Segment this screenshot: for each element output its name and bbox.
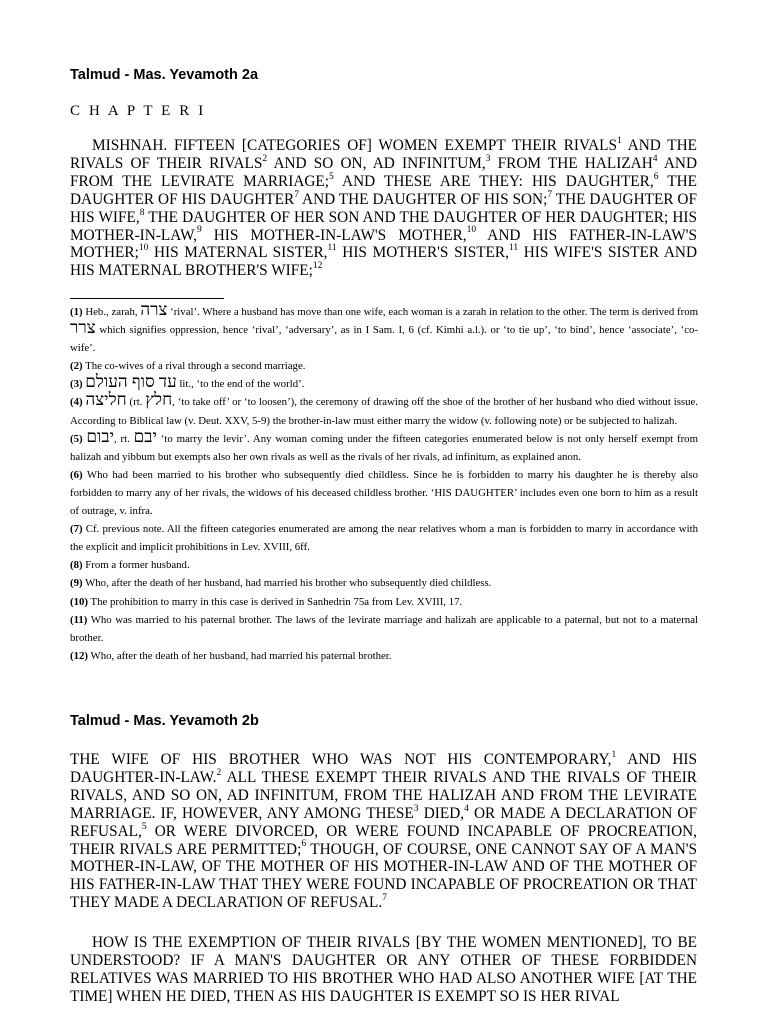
footnote-ref[interactable]: 4	[464, 803, 469, 814]
text-run: AND HIS DAUGHTER-IN-LAW.	[70, 751, 698, 786]
footnote-ref[interactable]: 2	[216, 767, 222, 778]
footnote-ref[interactable]: 10	[138, 243, 149, 254]
text-run: HIS MATERNAL SISTER,	[148, 244, 328, 262]
footnote-number: (12)	[70, 649, 88, 662]
footnote-4	[70, 390, 698, 429]
footnote-text: ‘to marry the levir’. Any woman coming under the fifteen categories enumerated below is not only herself exempt from halizah and yibbum but exempts also her own rivals as well as the rivals of her rivals, ad infinitum, as explained anon.	[70, 432, 698, 463]
chapter-heading: C H A P T E R I	[70, 103, 206, 119]
exemption-paragraph: HOW IS THE EXEMPTION OF THEIR RIVALS [BY THE WOMEN MENTIONED], TO BE UNDERSTOOD? IF A MAN'S DAUGHTER OR ANY OTHER OF THESE FORBIDDEN RELATIVES WAS MARRIED TO HIS BROTHER WHO HAD ALSO ANOTHER WIFE [AT THE TIME] WHEN HE DIED, THEN AS HIS DAUGHTER IS EXEMPT SO IS HER RIVAL	[70, 934, 697, 1005]
footnote-text: The co-wives of a rival through a second marriage.	[82, 360, 306, 373]
text-run: AND SO ON, AD INFINITUM,	[267, 154, 486, 172]
text-run: THE DAUGHTER OF HIS WIFE,	[70, 190, 697, 226]
footnote-number: (2)	[70, 360, 83, 373]
text-run: THE DAUGHTER OF HIS DAUGHTER	[70, 172, 697, 208]
footnote-text: ‘rival’. Where a husband has move than one wife, each woman is a zarah in relation to the other. The term is derived from	[167, 306, 698, 318]
hebrew-word: חליצה	[85, 390, 127, 410]
footnote-8	[70, 556, 698, 574]
footnote-ref[interactable]: 5	[329, 171, 334, 182]
footnote-1	[70, 300, 698, 357]
hebrew-word: יבם	[133, 426, 157, 446]
mishnah-continuation-paragraph	[70, 751, 697, 912]
footnote-ref[interactable]: 3	[485, 153, 491, 164]
text-run: AND THESE ARE THEY: HIS DAUGHTER,	[333, 172, 654, 190]
text-run: FROM THE HALIZAH	[490, 154, 653, 172]
footnote-text: lit., ‘to the end of the world’.	[176, 378, 305, 391]
footnote-ref[interactable]: 7	[294, 189, 299, 200]
footnote-7	[70, 520, 698, 556]
text-run: MISHNAH. FIFTEEN [CATEGORIES OF] WOMEN EXEMPT THEIR RIVALS	[92, 137, 617, 154]
footnote-text: Cf. previous note. All the fifteen categories enumerated are among the near relatives whom a man is forbidden to marry in accordance with the explicit and implicit prohibitions in Lev. XVIII, 6ff.	[70, 523, 698, 554]
hebrew-word: יבום	[86, 426, 115, 446]
footnote-ref[interactable]: 10	[466, 225, 477, 236]
footnote-number: (3)	[70, 378, 83, 391]
hebrew-word: צרר	[70, 318, 96, 338]
footnote-text: Who was married to his paternal brother. The laws of the levirate marriage and halizah are applicable to a paternal, but not to a maternal brother.	[70, 613, 698, 644]
hebrew-word: צרה	[140, 300, 168, 319]
footnote-number: (6)	[70, 468, 83, 481]
footnote-11	[70, 611, 698, 647]
footnote-text: Who, after the death of her husband, had married his brother who subsequently died childless.	[82, 577, 492, 590]
footnote-number: (7)	[70, 523, 83, 536]
text-run: AND THE RIVALS OF THEIR RIVALS	[70, 137, 697, 172]
text-run: THOUGH, OF COURSE, ONE CANNOT SAY OF A MAN'S MOTHER-IN-LAW, OF THE MOTHER OF HIS MOTHER-IN-LAW AND OF THE MOTHER OF HIS FATHER-IN-LAW THAT THEY WERE FOUND INCAPABLE OF PROCREATION OR THAT THEY MADE A DECLARATION OF REFUSAL.	[70, 840, 698, 912]
footnote-ref[interactable]: 9	[196, 225, 202, 236]
footnote-ref[interactable]: 3	[413, 803, 419, 814]
mishnah-paragraph	[70, 137, 697, 280]
hebrew-word: עד סוף העולם	[85, 372, 177, 392]
footnote-ref[interactable]: 4	[652, 153, 658, 164]
footnote-text: From a former husband.	[82, 559, 190, 572]
footnote-divider	[70, 298, 224, 299]
text-run: AND THE DAUGHTER OF HIS SON;	[298, 190, 548, 208]
footnote-text: which signifies oppression, hence ‘rival’, ‘adversary’, as in I Sam. I, 6 (cf. Kimhi a.l.). or ‘to tie up’, ‘to bind’, hence ‘associate’, ‘co-wife’.	[70, 324, 698, 355]
footnote-number: (10)	[70, 595, 88, 608]
text-run: THE DAUGHTER OF HER SON AND THE DAUGHTER OF HER DAUGHTER; HIS MOTHER-IN-LAW,	[70, 208, 698, 244]
text-run: THE WIFE OF HIS BROTHER WHO WAS NOT HIS CONTEMPORARY,	[70, 751, 612, 768]
footnote-number: (4)	[70, 396, 83, 409]
footnote-number: (9)	[70, 577, 83, 590]
footnote-text: Who, after the death of her husband, had married his paternal brother.	[88, 649, 392, 662]
footnote-text: , rt.	[114, 432, 134, 445]
text-run: DIED,	[418, 804, 465, 822]
footnote-ref[interactable]: 2	[262, 153, 268, 164]
footnote-ref[interactable]: 7	[547, 189, 553, 200]
footnote-text: The prohibition to marry in this case is derived in Sanhedrin 75a from Lev. XVIII, 17.	[88, 595, 463, 608]
footnote-ref[interactable]: 1	[611, 749, 617, 760]
footnote-ref[interactable]: 1	[617, 135, 622, 146]
text-run: HIS MOTHER-IN-LAW'S MOTHER,	[201, 226, 467, 244]
footnote-5	[70, 426, 698, 466]
footnote-number: (8)	[70, 559, 83, 572]
footnote-6	[70, 466, 698, 520]
footnote-text: Who had been married to his brother who subsequently died childless. Since he is forbidden to marry his daughter he is thereby also forbidden to marry any of her rivals, the widows of his deceased childless brother. ‘HIS DAUGHTER’ includes even one born to him as a result of outrage, v. infra.	[70, 468, 698, 518]
hebrew-word: חלץ	[145, 390, 173, 410]
footnote-text: , ‘to take off’ or ‘to loosen’), the ceremony of drawing off the shoe of the brother of her husband who died without issue. According to Biblical law (v. Deut. XXV, 5-9) the brother-in-law must either marry the widow (v. following note) or be subjected to halizah.	[70, 396, 698, 427]
footnote-ref[interactable]: 11	[508, 243, 519, 254]
text-run: HIS WIFE'S SISTER AND HIS MATERNAL BROTHER'S WIFE;	[70, 244, 697, 280]
text-run: AND HIS FATHER-IN-LAW'S MOTHER;	[70, 226, 697, 262]
footnote-number: (5)	[70, 432, 83, 445]
footnote-9	[70, 574, 698, 592]
footnote-ref[interactable]: 12	[312, 261, 323, 272]
footnote-number: (11)	[70, 613, 88, 626]
text-run: OR MADE A DECLARATION OF REFUSAL,	[70, 804, 697, 840]
footnote-number: (1)	[70, 306, 83, 318]
footnote-10	[70, 593, 698, 611]
footnote-ref[interactable]: 7	[382, 893, 387, 904]
text-run: AND FROM THE LEVIRATE MARRIAGE;	[70, 154, 698, 190]
footnotes	[70, 300, 698, 665]
footnote-ref[interactable]: 11	[327, 243, 337, 254]
footnote-ref[interactable]: 8	[139, 207, 145, 218]
footnote-ref[interactable]: 5	[141, 821, 147, 832]
footnote-12	[70, 647, 698, 665]
text-run: OR WERE DIVORCED, OR WERE FOUND INCAPABLE OF PROCREATION, THEIR RIVALS ARE PERMITTED;	[70, 822, 697, 858]
footnote-ref[interactable]: 6	[301, 839, 307, 850]
section-title-2b: Talmud - Mas. Yevamoth 2b	[70, 713, 259, 729]
footnote-ref[interactable]: 6	[653, 171, 659, 182]
footnote-text: Heb., zarah,	[82, 306, 141, 318]
footnote-text: (rt.	[126, 396, 146, 409]
text-run: HIS MOTHER'S SISTER,	[336, 244, 509, 262]
text-run: ALL THESE EXEMPT THEIR RIVALS AND THE RIVALS OF THEIR RIVALS, AND SO ON, AD INFINITUM, FROM THE HALIZAH AND FROM THE LEVIRATE MARRIAGE. IF, HOWEVER, ANY AMONG THESE	[70, 768, 697, 822]
section-title-2a: Talmud - Mas. Yevamoth 2a	[70, 67, 259, 83]
